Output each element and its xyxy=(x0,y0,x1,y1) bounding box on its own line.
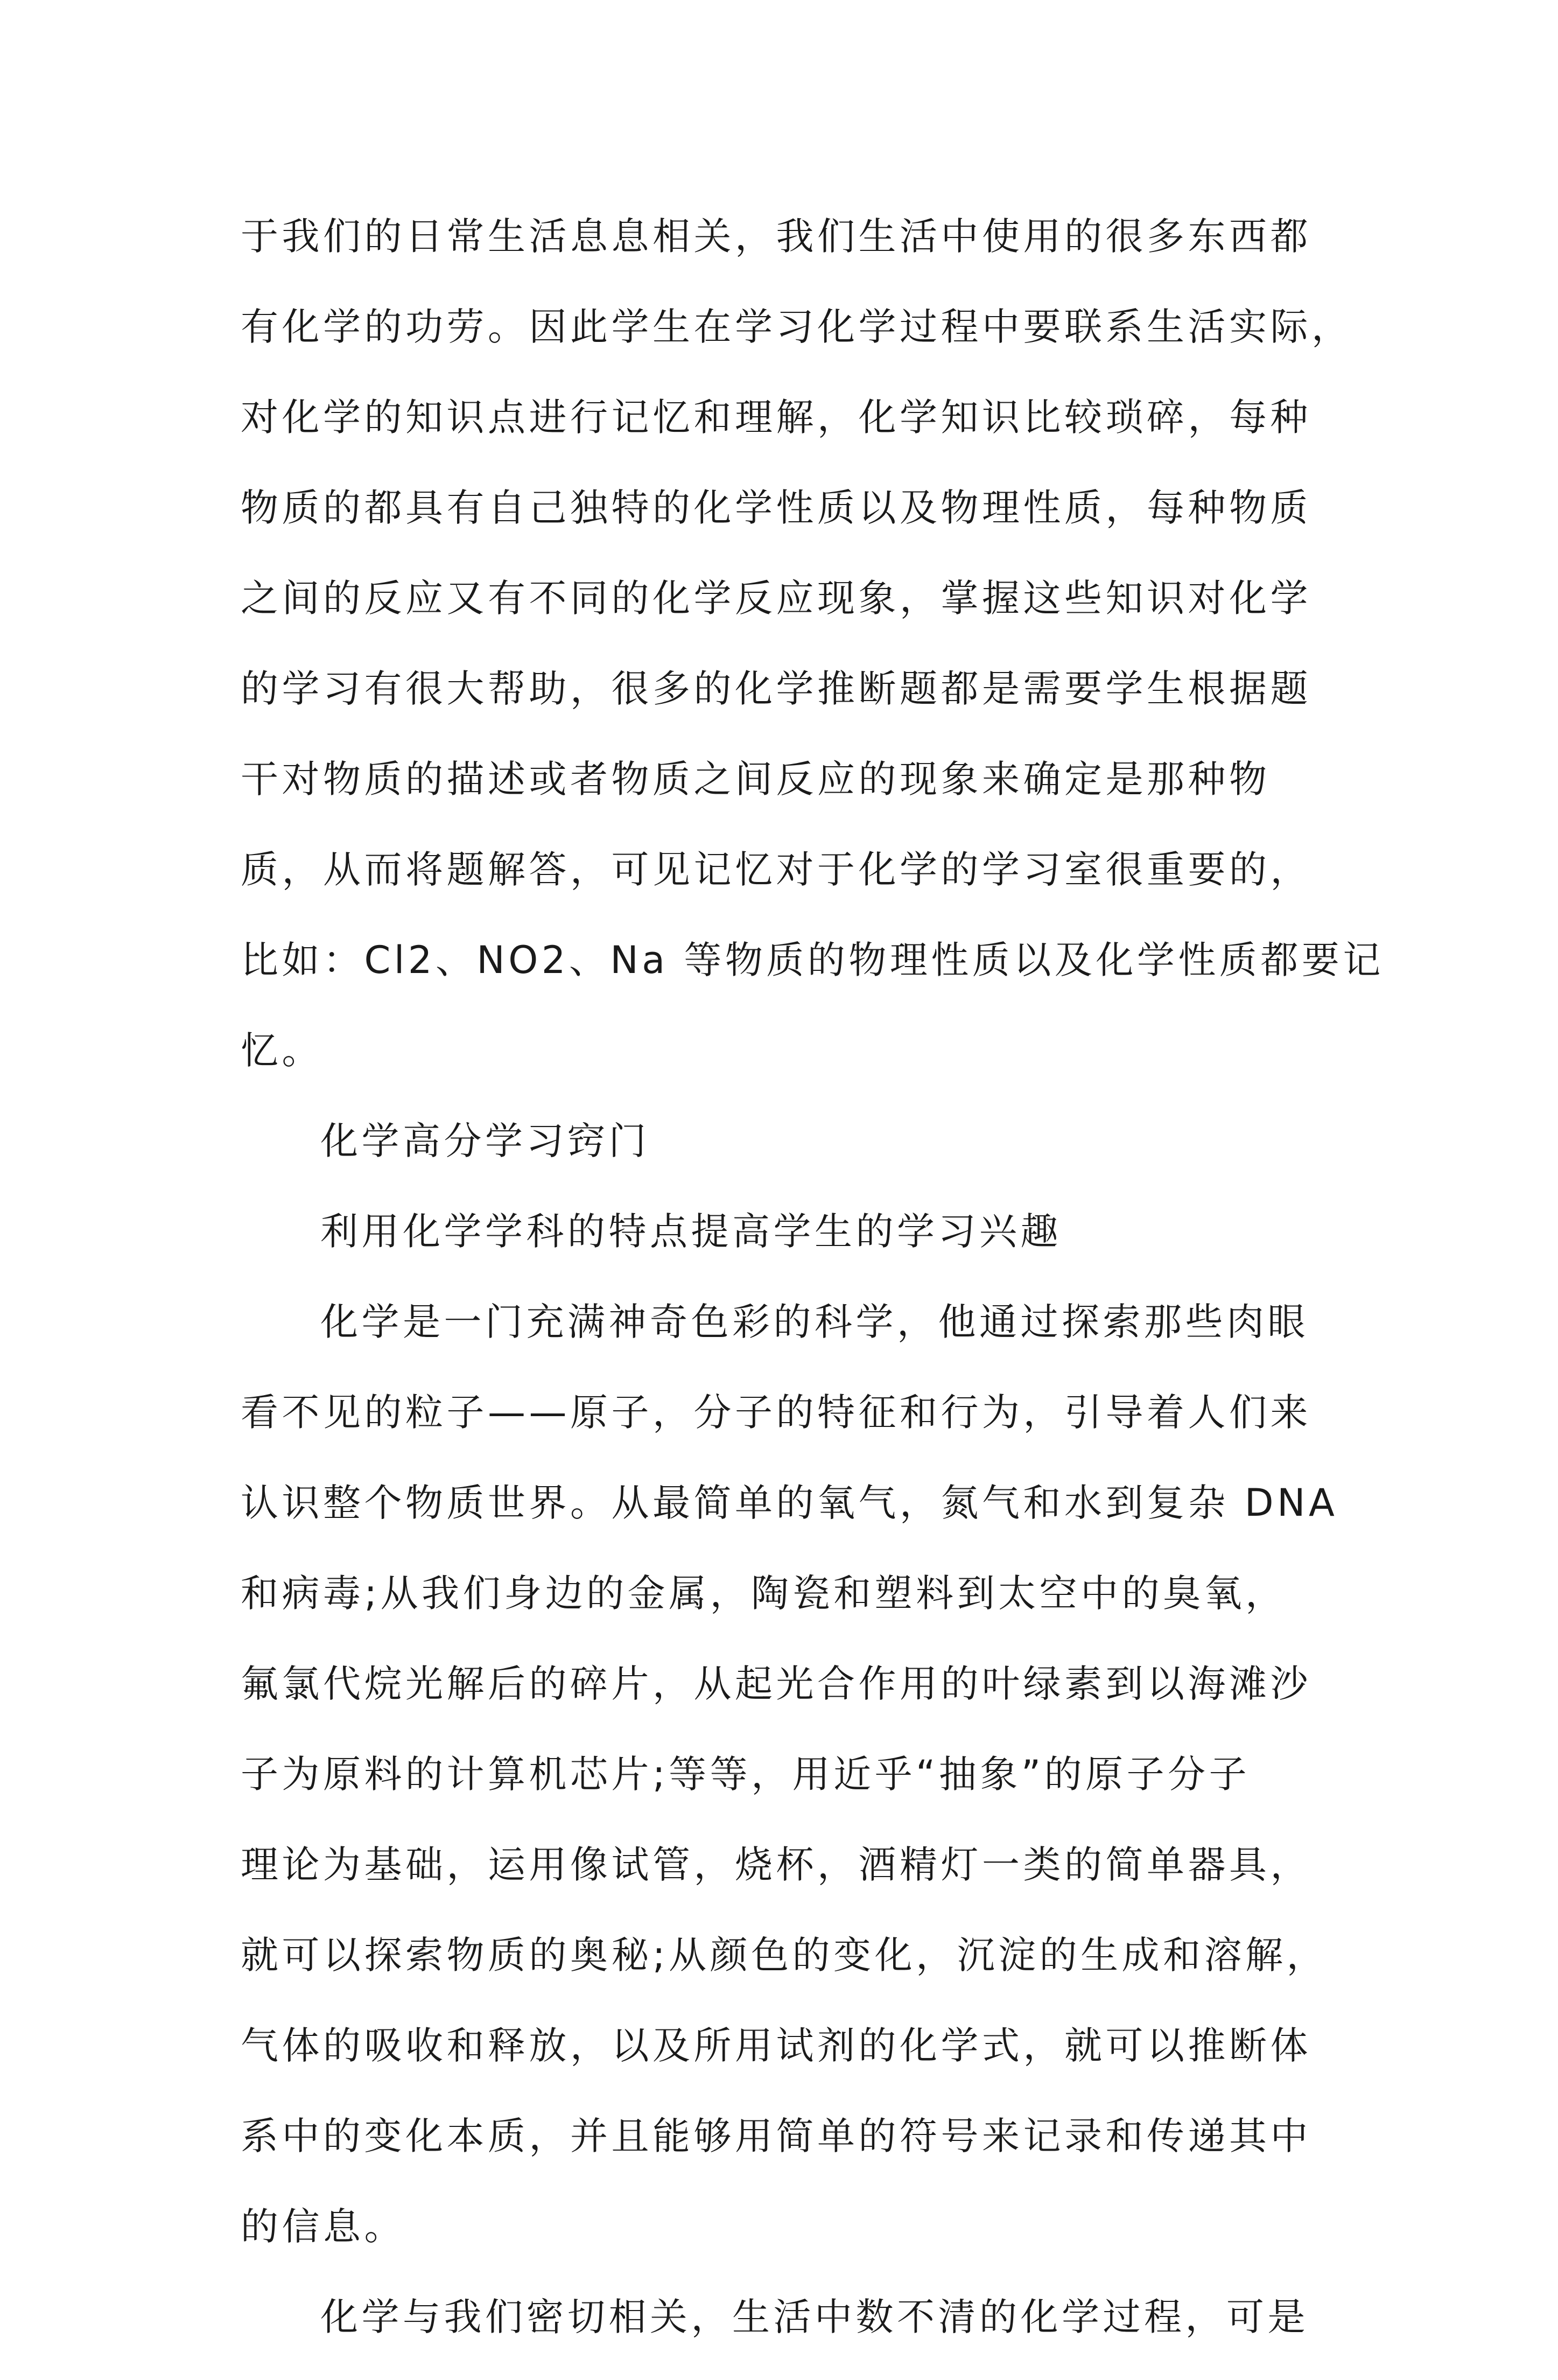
text-line: 系中的变化本质，并且能够用简单的符号来记录和传递其中 xyxy=(241,2114,1311,2158)
text-line: 有化学的功劳。因此学生在学习化学过程中要联系生活实际， xyxy=(241,305,1353,349)
text-line: 的学习有很大帮助，很多的化学推断题都是需要学生根据题 xyxy=(241,667,1311,711)
text-line: 干对物质的描述或者物质之间反应的现象来确定是那种物 xyxy=(241,757,1271,801)
text-line: 的信息。 xyxy=(241,2204,405,2249)
text-line: 于我们的日常生活息息相关，我们生活中使用的很多东西都 xyxy=(241,214,1311,258)
text-line: 之间的反应又有不同的化学反应现象，掌握这些知识对化学 xyxy=(241,576,1311,620)
text-line: 质，从而将题解答，可见记忆对于化学的学习室很重要的， xyxy=(241,848,1311,892)
text-line: 认识整个物质世界。从最简单的氧气，氮气和水到复杂 DNA xyxy=(241,1481,1338,1525)
subsection-heading: 利用化学学科的特点提高学生的学习兴趣 xyxy=(320,1209,1062,1254)
text-line: 子为原料的计算机芯片;等等，用近乎“抽象”的原子分子 xyxy=(241,1752,1251,1796)
text-line: 就可以探索物质的奥秘;从颜色的变化，沉淀的生成和溶解， xyxy=(241,1933,1328,1977)
text-line: 化学是一门充满神奇色彩的科学，他通过探索那些肉眼 xyxy=(320,1300,1309,1344)
text-line: 和病毒;从我们身边的金属，陶瓷和塑料到太空中的臭氧， xyxy=(241,1571,1287,1615)
text-line: 理论为基础，运用像试管，烧杯，酒精灯一类的简单器具， xyxy=(241,1843,1311,1887)
section-heading: 化学高分学习窍门 xyxy=(320,1119,650,1163)
body-text xyxy=(241,209,1384,2380)
text-line: 氟氯代烷光解后的碎片，从起光合作用的叶绿素到以海滩沙 xyxy=(241,1662,1311,1706)
text-line: 看不见的粒子——原子，分子的特征和行为，引导着人们来 xyxy=(241,1390,1311,1434)
text-line: 化学与我们密切相关，生活中数不清的化学过程，可是 xyxy=(320,2295,1309,2339)
text-line: 忆。 xyxy=(241,1028,323,1073)
text-line: 气体的吸收和释放，以及所用试剂的化学式，就可以推断体 xyxy=(241,2024,1311,2068)
text-line: 比如：Cl2、NO2、Na 等物质的物理性质以及化学性质都要记 xyxy=(241,938,1384,982)
text-line: 物质的都具有自己独特的化学性质以及物理性质，每种物质 xyxy=(241,486,1311,530)
text-line: 对化学的知识点进行记忆和理解，化学知识比较琐碎，每种 xyxy=(241,395,1311,439)
